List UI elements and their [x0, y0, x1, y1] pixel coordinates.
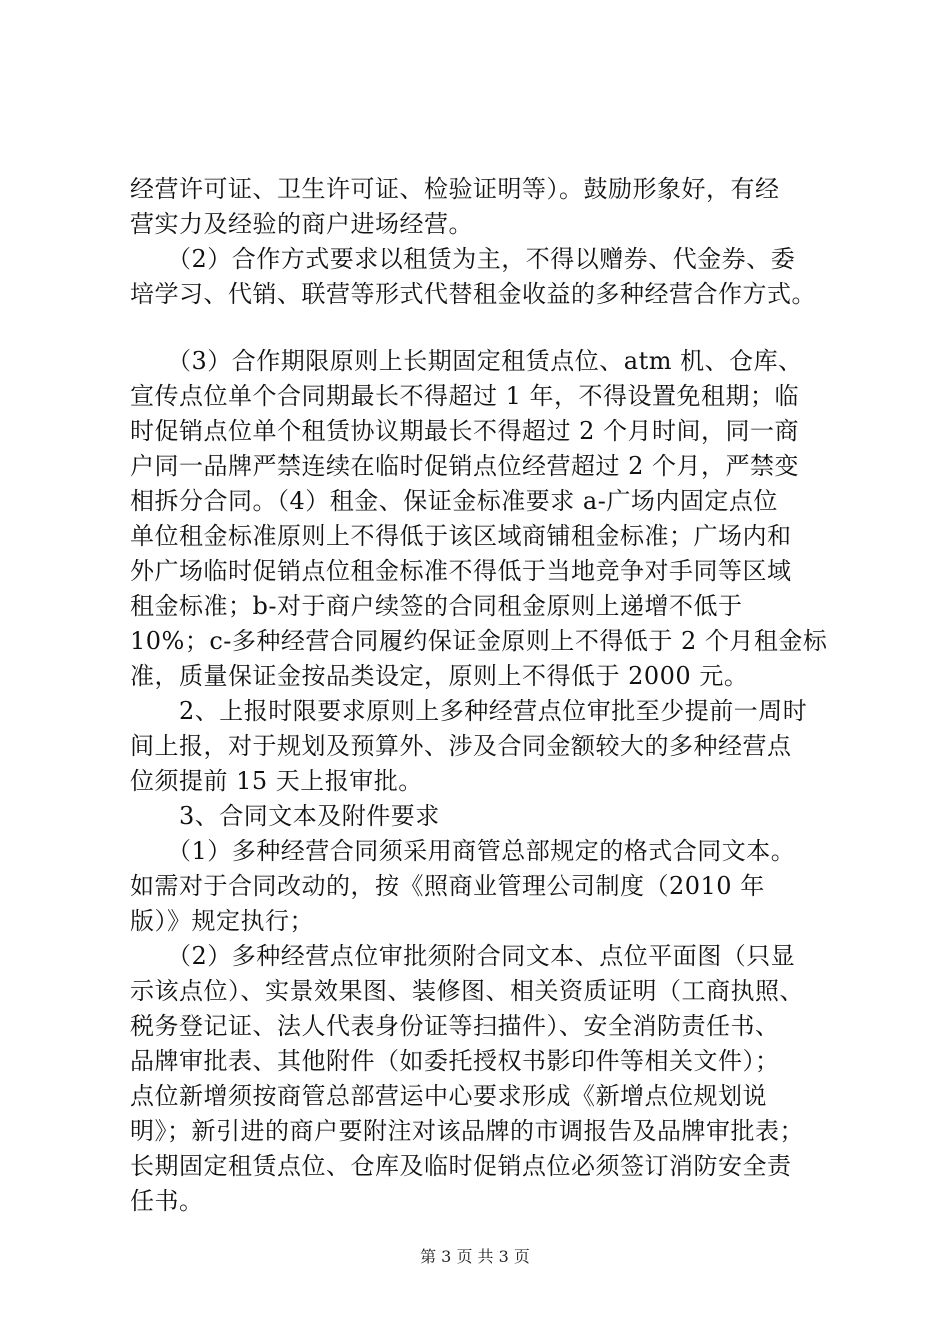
- text-line: （1）多种经营合同须采用商管总部规定的格式合同文本。: [130, 837, 796, 865]
- text-line: 位须提前 15 天上报审批。: [130, 767, 423, 795]
- document-body: [130, 172, 845, 1219]
- text-line: 3、合同文本及附件要求: [130, 802, 440, 830]
- text-line: 税务登记证、法人代表身份证等扫描件）、安全消防责任书、: [130, 1012, 780, 1040]
- text-line: 示该点位）、实景效果图、装修图、相关资质证明（工商执照、: [130, 977, 804, 1005]
- text-line: 营实力及经验的商户进场经营。: [130, 210, 473, 238]
- text-line: （2）合作方式要求以租赁为主，不得以赠券、代金券、委: [130, 245, 796, 273]
- text-line: 相拆分合同。（4）租金、保证金标准要求 a-广场内固定点位: [130, 487, 778, 515]
- text-line: 时促销点位单个租赁协议期最长不得超过 2 个月时间，同一商: [130, 417, 800, 445]
- text-line: 单位租金标准原则上不得低于该区域商铺租金标准；广场内和: [130, 522, 792, 550]
- text-line: （3）合作期限原则上长期固定租赁点位、atm 机、仓库、: [130, 347, 803, 375]
- text-line: 间上报，对于规划及预算外、涉及合同金额较大的多种经营点: [130, 732, 792, 760]
- text-line: 户同一品牌严禁连续在临时促销点位经营超过 2 个月，严禁变: [130, 452, 800, 480]
- text-line: 经营许可证、卫生许可证、检验证明等）。鼓励形象好，有经: [130, 175, 780, 203]
- text-line: 外广场临时促销点位租金标准不得低于当地竞争对手同等区域: [130, 557, 792, 585]
- paragraph-gap: [130, 312, 845, 344]
- text-line: 如需对于合同改动的，按《照商业管理公司制度（2010 年: [130, 872, 765, 900]
- text-line: 长期固定租赁点位、仓库及临时促销点位必须签订消防安全责: [130, 1152, 792, 1180]
- text-line: 租金标准；b-对于商户续签的合同租金原则上递增不低于: [130, 592, 743, 620]
- text-line: 宣传点位单个合同期最长不得超过 1 年，不得设置免租期；临: [130, 382, 800, 410]
- text-line: 2、上报时限要求原则上多种经营点位审批至少提前一周时: [130, 697, 808, 725]
- text-line: 品牌审批表、其他附件（如委托授权书影印件等相关文件）；: [130, 1047, 780, 1075]
- text-line: （2）多种经营点位审批须附合同文本、点位平面图（只显: [130, 942, 796, 970]
- text-line: 点位新增须按商管总部营运中心要求形成《新增点位规划说: [130, 1082, 767, 1110]
- text-line: 10%；c-多种经营合同履约保证金原则上不得低于 2 个月租金标: [130, 627, 828, 655]
- text-line: 明》；新引进的商户要附注对该品牌的市调报告及品牌审批表；: [130, 1117, 804, 1145]
- text-line: 版）》规定执行；: [130, 907, 314, 935]
- text-line: 任书。: [130, 1187, 204, 1215]
- text-line: 培学习、代销、联营等形式代替租金收益的多种经营合作方式。: [130, 280, 816, 308]
- text-line: 准，质量保证金按品类设定，原则上不得低于 2000 元。: [130, 662, 749, 690]
- page-footer: 第 3 页 共 3 页: [420, 1247, 530, 1266]
